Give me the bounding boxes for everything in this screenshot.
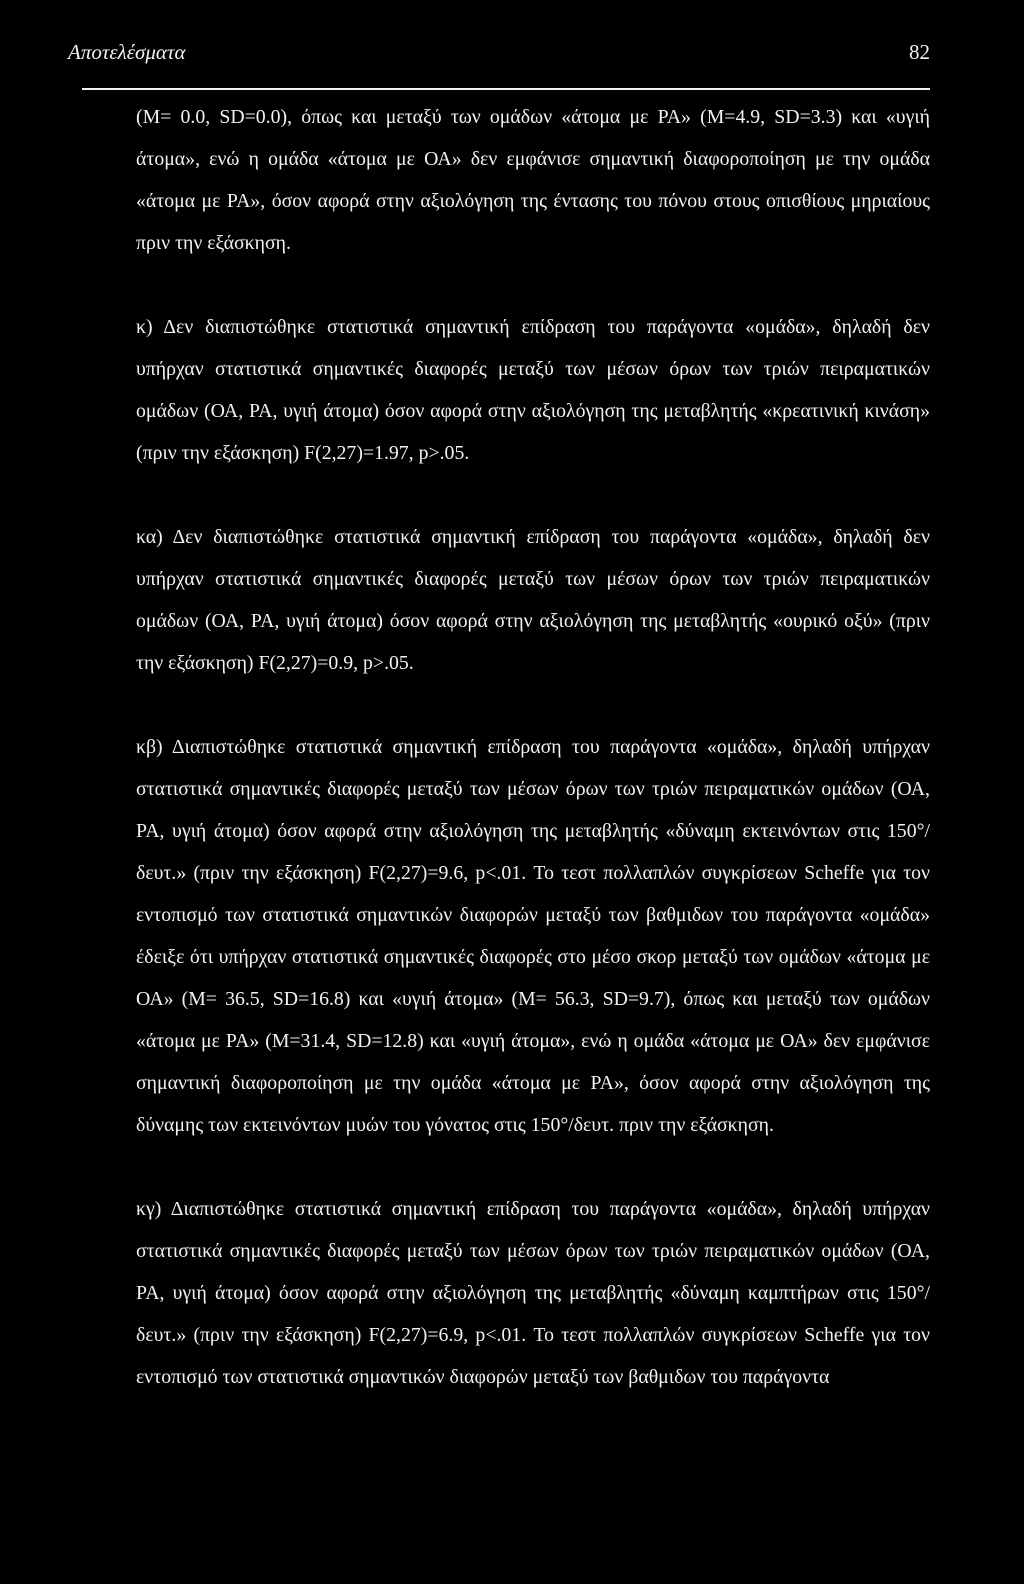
paragraph-spacer [136, 264, 930, 306]
paragraph-kappa-gamma: κγ) Διαπιστώθηκε στατιστικά σημαντική επίδραση του παράγοντα «ομάδα», δηλαδή υπήρχαν στατιστικά σημαντικές διαφορές μεταξύ των μέσων όρων των τριών πειραματικών ομάδων (ΟΑ, ΡΑ, υγιή άτομα) όσον αφορά στην αξιολόγηση της μεταβλητής «δύναμη καμπτήρων στις 150°/δευτ.» (πριν την εξάσκηση) F(2,27)=6.9, p<.01. Το τεστ πολλαπλών συγκρίσεων Scheffe για τον εντοπισμό των στατιστικά σημαντικών διαφορών μεταξύ των βαθμιδων του παράγοντα [136, 1198, 930, 1388]
paragraph-spacer [136, 474, 930, 516]
paragraph-continuation: (M= 0.0, SD=0.0), όπως και μεταξύ των ομάδων «άτομα με ΡΑ» (Μ=4.9, SD=3.3) και «υγιή άτομα», ενώ η ομάδα «άτομα με ΟΑ» δεν εμφάνισε σημαντική διαφοροποίηση με την ομάδα «άτομα με ΡΑ», όσον αφορά στην αξιολόγηση της έντασης του πόνου στους οπισθίους μηριαίους πριν την εξάσκηση. [136, 106, 930, 254]
running-header-title: Αποτελέσματα [68, 40, 186, 64]
paragraph-kappa: κ) Δεν διαπιστώθηκε στατιστικά σημαντική επίδραση του παράγοντα «ομάδα», δηλαδή δεν υπήρχαν στατιστικά σημαντικές διαφορές μεταξύ των μέσων όρων των τριών πειραματικών ομάδων (ΟΑ, ΡΑ, υγιή άτομα) όσον αφορά στην αξιολόγηση της μεταβλητής «κρεατινική κινάση» (πριν την εξάσκηση) F(2,27)=1.97, p>.05. [136, 316, 930, 464]
body-text [136, 96, 930, 1398]
page-number: 82 [909, 40, 930, 64]
header-rule [82, 88, 930, 90]
page-header [68, 40, 930, 76]
paragraph-kappa-beta: κβ) Διαπιστώθηκε στατιστικά σημαντική επίδραση του παράγοντα «ομάδα», δηλαδή υπήρχαν στατιστικά σημαντικές διαφορές μεταξύ των μέσων όρων των τριών πειραματικών ομάδων (ΟΑ, ΡΑ, υγιή άτομα) όσον αφορά στην αξιολόγηση της μεταβλητής «δύναμη εκτεινόντων στις 150°/δευτ.» (πριν την εξάσκηση) F(2,27)=9.6, p<.01. Το τεστ πολλαπλών συγκρίσεων Scheffe για τον εντοπισμό των στατιστικά σημαντικών διαφορών μεταξύ των βαθμιδων του παράγοντα «ομάδα» έδειξε ότι υπήρχαν στατιστικά σημαντικές διαφορές στο μέσο σκορ μεταξύ των ομάδων «άτομα με ΟΑ» (M= 36.5, SD=16.8) και «υγιή άτομα» (Μ= 56.3, SD=9.7), όπως και μεταξύ των ομάδων «άτομα με ΡΑ» (Μ=31.4, SD=12.8) και «υγιή άτομα», ενώ η ομάδα «άτομα με ΟΑ» δεν εμφάνισε σημαντική διαφοροποίηση με την ομάδα «άτομα με ΡΑ», όσον αφορά στην αξιολόγηση της δύναμης των εκτεινόντων μυών του γόνατος στις 150°/δευτ. πριν την εξάσκηση. [136, 736, 930, 1136]
paragraph-spacer [136, 1146, 930, 1188]
paragraph-spacer [136, 684, 930, 726]
paragraph-kappa-alpha: κα) Δεν διαπιστώθηκε στατιστικά σημαντική επίδραση του παράγοντα «ομάδα», δηλαδή δεν υπήρχαν στατιστικά σημαντικές διαφορές μεταξύ των μέσων όρων των τριών πειραματικών ομάδων (ΟΑ, ΡΑ, υγιή άτομα) όσον αφορά στην αξιολόγηση της μεταβλητής «ουρικό οξύ» (πριν την εξάσκηση) F(2,27)=0.9, p>.05. [136, 526, 930, 674]
